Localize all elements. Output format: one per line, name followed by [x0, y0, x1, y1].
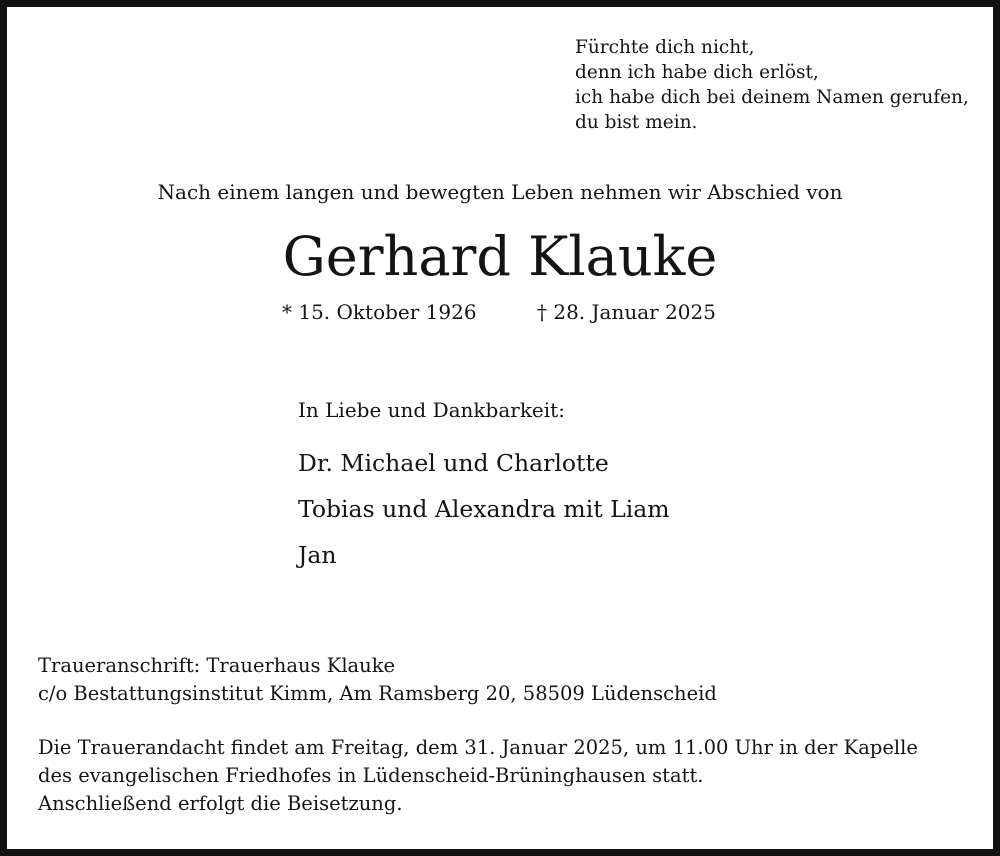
- mourners-list: [298, 440, 670, 578]
- mourning-address: [38, 652, 717, 708]
- mourner-name: Jan: [298, 541, 337, 569]
- service-info: [38, 734, 918, 818]
- birth-date: * 15. Oktober 1926: [282, 300, 477, 324]
- farewell-intro: Nach einem langen und bewegten Leben nehmen wir Abschied von: [157, 180, 843, 204]
- mourner-name: Dr. Michael und Charlotte: [298, 449, 609, 477]
- verse-line: du bist mein.: [575, 112, 698, 133]
- deceased-name: Gerhard Klauke: [282, 225, 718, 288]
- verse-line: ich habe dich bei deinem Namen gerufen,: [575, 87, 969, 108]
- service-line: Anschließend erfolgt die Beisetzung.: [38, 792, 403, 815]
- mourners-intro: In Liebe und Dankbarkeit:: [298, 398, 565, 422]
- address-line: Traueranschrift: Trauerhaus Klauke: [38, 654, 396, 677]
- verse-line: denn ich habe dich erlöst,: [575, 62, 819, 83]
- service-line: Die Trauerandacht findet am Freitag, dem 31. Januar 2025, um 11.00 Uhr in der Kapelle: [38, 736, 918, 759]
- bible-verse: [575, 35, 969, 135]
- address-line: c/o Bestattungsinstitut Kimm, Am Ramsberg 20, 58509 Lüdenscheid: [38, 682, 717, 705]
- mourner-name: Tobias und Alexandra mit Liam: [298, 495, 670, 523]
- death-date: † 28. Januar 2025: [537, 300, 716, 324]
- service-line: des evangelischen Friedhofes in Lüdenscheid-Brüninghausen statt.: [38, 764, 704, 787]
- verse-line: Fürchte dich nicht,: [575, 37, 755, 58]
